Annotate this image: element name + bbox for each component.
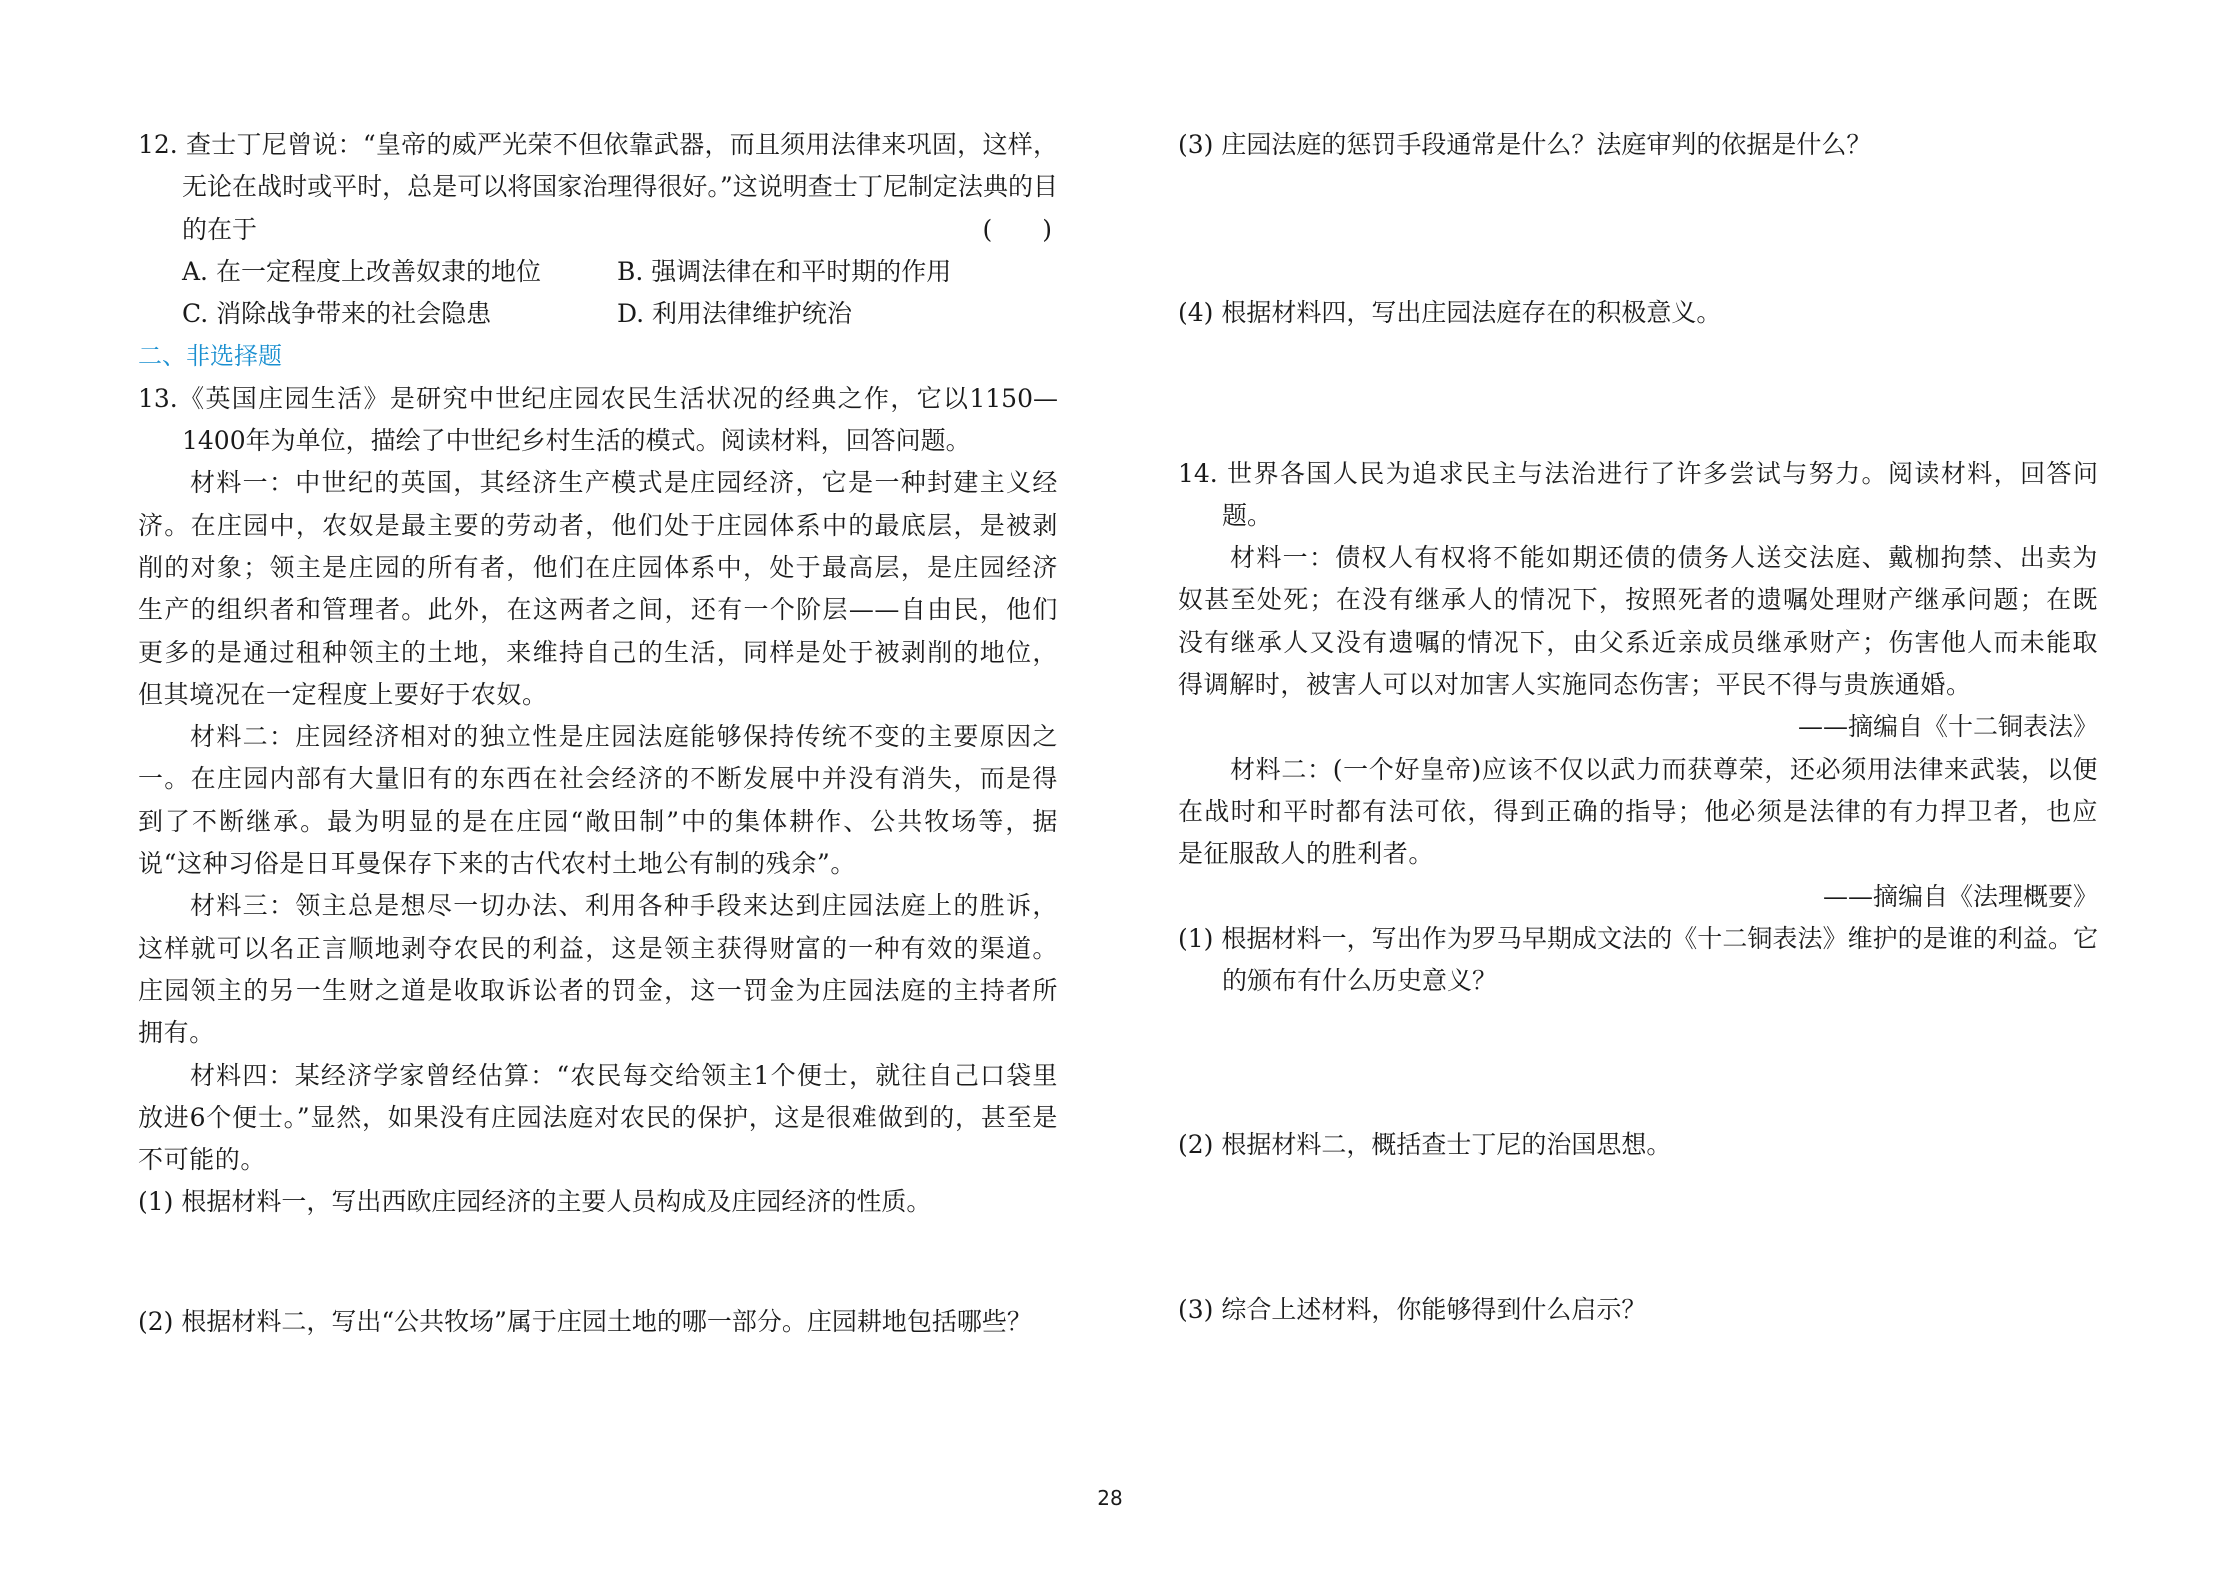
question-14 [1178, 453, 2098, 1331]
question-12-options [138, 251, 1058, 336]
material-1: 材料一：中世纪的英国，其经济生产模式是庄园经济，它是一种封建主义经济。在庄园中，农奴是最主要的劳动者，他们处于庄园体系中的最底层，是被剥削的对象；领主是庄园的所有者，他们在庄园体系中，处于最高层，是庄园经济生产的组织者和管理者。此外，在这两者之间，还有一个阶层——自由民，他们更多的是通过租种领主的土地，来维持自己的生活，同样是处于被剥削的地位，但其境况在一定程度上要好于农奴。 [138, 468, 1058, 709]
answer-paren[interactable]: ( ) [982, 214, 1052, 244]
material-2: 材料二：庄园经济相对的独立性是庄园法庭能够保持传统不变的主要原因之一。在庄园内部有大量旧有的东西在社会经济的不断发展中并没有消失，而是得到了不断继承。最为明显的是在庄园“敞田制”中的集体耕作、公共牧场等，据说“这种习俗是日耳曼保存下来的古代农村土地公有制的残余”。 [138, 722, 1058, 879]
right-column [1178, 124, 2098, 1331]
material-2: 材料二：(一个好皇帝)应该不仅以武力而获尊荣，还必须用法律来武装，以便在战时和平时都有法可依，得到正确的指导；他必须是法律的有力捍卫者，也应是征服敌人的胜利者。 [1178, 754, 2098, 869]
source-citation: ——摘编自《法理概要》 [1822, 881, 2098, 911]
material-3: 材料三：领主总是想尽一切办法、利用各种手段来达到庄园法庭上的胜诉，这样就可以名正言顺地剥夺农民的利益，这是领主获得财富的一种有效的渠道。庄园领主的另一生财之道是收取诉讼者的罚金，这一罚金为庄园法庭的主持者所拥有。 [138, 891, 1058, 1048]
sub-question-1: (1) 根据材料一，写出西欧庄园经济的主要人员构成及庄园经济的性质。 [138, 1187, 932, 1217]
question-12-stem: 12. 查士丁尼曾说：“皇帝的威严光荣不但依靠武器，而且须用法律来巩固，这样，无论在战时或平时，总是可以将国家治理得很好。”这说明查士丁尼制定法典的目的在于 ( ) [138, 124, 1058, 251]
answer-space[interactable] [138, 1224, 1058, 1301]
left-column [138, 124, 1058, 1343]
material-1: 材料一：债权人有权将不能如期还债的债务人送交法庭、戴枷拘禁、出卖为奴甚至处死；在没有继承人的情况下，按照死者的遗嘱处理财产继承问题；在既没有继承人又没有遗嘱的情况下，由父系近亲成员继承财产；伤害他人而未能取得调解时，被害人可以对加害人实施同态伤害；平民不得与贵族通婚。 [1178, 543, 2098, 700]
question-12 [138, 124, 1058, 335]
option-c[interactable]: C. 消除战争带来的社会隐患 [182, 299, 492, 329]
source-citation: ——摘编自《十二铜表法》 [1797, 712, 2098, 742]
option-d[interactable]: D. 利用法律维护统治 [617, 299, 853, 329]
material-4: 材料四：某经济学家曾经估算：“农民每交给领主1个便士，就往自己口袋里放进6个便士。”显然，如果没有庄园法庭对农民的保护，这是很难做到的，甚至是不可能的。 [138, 1060, 1058, 1175]
option-a[interactable]: A. 在一定程度上改善奴隶的地位 [182, 256, 541, 286]
sub-question-1: (1) 根据材料一，写出作为罗马早期成文法的《十二铜表法》维护的是谁的利益。它的颁布有什么历史意义？ [1178, 923, 2098, 996]
answer-space[interactable] [1178, 1167, 2098, 1289]
sub-question-2: (2) 根据材料二，写出“公共牧场”属于庄园土地的哪一部分。庄园耕地包括哪些？ [138, 1306, 1032, 1336]
option-b[interactable]: B. 强调法律在和平时期的作用 [617, 256, 952, 286]
sub-question-3: (3) 庄园法庭的惩罚手段通常是什么？法庭审判的依据是什么？ [1178, 130, 1872, 159]
question-14-stem: 14. 世界各国人民为追求民主与法治进行了许多尝试与努力。阅读材料，回答问题。 [1178, 458, 2098, 530]
sub-question-4: (4) 根据材料四，写出庄园法庭存在的积极意义。 [1178, 298, 1722, 328]
answer-space[interactable] [1178, 1002, 2098, 1124]
question-13 [138, 378, 1058, 1343]
section-title: 二、非选择题 [138, 342, 282, 371]
page-number: 28 [1097, 1486, 1123, 1510]
question-13-stem: 13.《英国庄园生活》是研究中世纪庄园农民生活状况的经典之作，它以1150—1400年为单位，描绘了中世纪乡村生活的模式。阅读材料，回答问题。 [138, 383, 1058, 456]
answer-space[interactable] [1178, 335, 2098, 453]
sub-question-2: (2) 根据材料二，概括查士丁尼的治国思想。 [1178, 1130, 1672, 1160]
answer-space[interactable] [1178, 166, 2098, 292]
sub-question-3: (3) 综合上述材料，你能够得到什么启示？ [1178, 1294, 1647, 1324]
